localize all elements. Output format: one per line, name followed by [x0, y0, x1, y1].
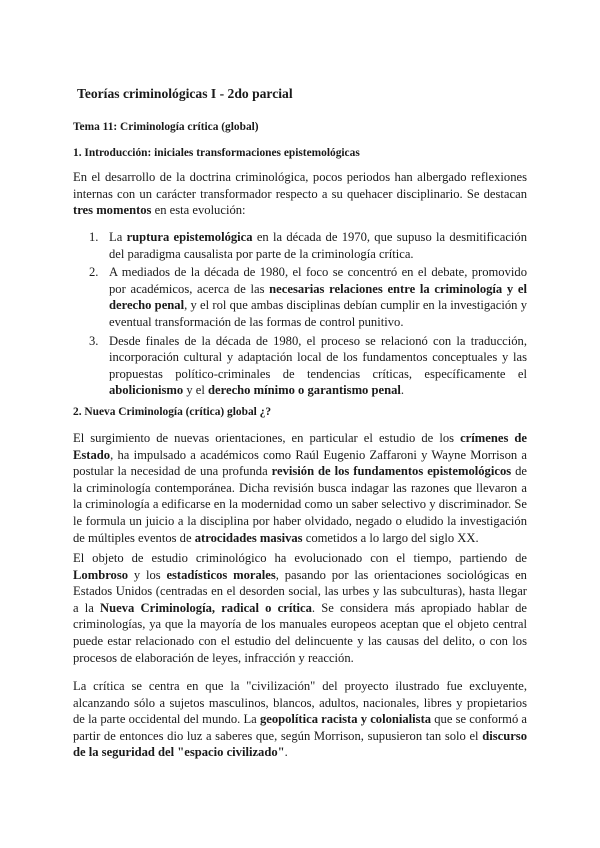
- text-run: en la década de 1970, que supuso la desmitificación del paradigma causalista por parte de la criminología crítica.: [109, 230, 528, 261]
- text-run: La: [109, 230, 127, 244]
- bold-run: Nueva Criminología, radical o crítica: [100, 600, 312, 615]
- paragraph: [73, 678, 527, 761]
- text-run: A mediados de la década de 1980, el foco se concentró en el debate, promovido por académicos, acerca de las: [109, 265, 527, 296]
- text-run: La crítica se centra en que la "civilización" del proyecto ilustrado fue excluyente, alcanzando sólo a sujetos masculinos, blancos, adultos, nacionales, libres y propietarios de la parte occidental del mundo. La: [73, 679, 527, 727]
- paragraph: [73, 550, 527, 666]
- bold-run: estadísticos morales: [166, 567, 276, 582]
- text-run: , y el rol que ambas disciplinas debían cumplir en la investigación y eventual transformación de las formas de control punitivo.: [109, 298, 527, 329]
- text-run: .: [400, 383, 405, 398]
- bold-run: necesarias relaciones entre la criminología y el derecho penal: [109, 281, 527, 313]
- bold-run: ruptura epistemológica: [126, 230, 253, 244]
- text-run: .: [284, 745, 288, 760]
- bold-run: revisión de los fundamentos epistemológicos: [271, 464, 512, 479]
- text-run: de la criminología contemporánea. Dicha revisión busca indagar las razones que llevaron a la criminología a edificarse en la modernidad como un saber selectivo y discriminador. Se le formula un juicio a la disciplina por haber olvidado, negado o eludido la investigación de múltiples eventos de: [73, 464, 527, 545]
- text-run: cometidos a lo largo del siglo XX.: [302, 530, 479, 545]
- document-title: Teorías criminológicas I - 2do parcial: [77, 86, 293, 101]
- bold-run: geopolítica racista y colonialista: [259, 712, 432, 727]
- text-run: y los: [128, 567, 167, 582]
- bold-run: abolicionismo: [109, 383, 184, 398]
- bold-run: tres momentos: [73, 203, 152, 218]
- intro-paragraph: [73, 169, 527, 219]
- numbered-list: [73, 229, 527, 401]
- text-run: En el desarrollo de la doctrina criminológica, pocos periodos han albergado reflexiones internas con un carácter transformador respecto a su quehacer disciplinario. Se destacan: [73, 170, 527, 201]
- topic-heading: Tema 11: Criminología crítica (global): [73, 121, 259, 133]
- text-run: Desde finales de la década de 1980, el proceso se relacionó con la traducción, incorporación cultural y adaptación local de los fundamentos conceptuales y las propuestas político-criminales de tendencias críticas, específicamente el: [109, 333, 527, 381]
- text-run: El objeto de estudio criminológico ha evolucionado con el tiempo, partiendo de: [73, 551, 527, 565]
- list-item: [73, 333, 527, 399]
- bold-run: Lombroso: [73, 567, 129, 582]
- bold-run: atrocidades masivas: [194, 530, 303, 545]
- text-run: , ha impulsado a académicos como Raúl Eugenio Zaffaroni y Wayne Morrison a postular la necesidad de una profunda: [73, 447, 527, 479]
- text-run: y el: [183, 383, 209, 398]
- text-run: en esta evolución:: [151, 203, 246, 218]
- bold-run: derecho mínimo o garantismo penal: [208, 383, 401, 398]
- list-item: [73, 264, 527, 330]
- bold-run: discurso de la seguridad del "espacio civilizado": [73, 728, 527, 760]
- text-run: que se conformó a partir de entonces dio luz a saberes que, según Morrison, supusieron tan solo el: [73, 712, 528, 743]
- paragraph: [73, 430, 527, 546]
- list-number: 2.: [89, 265, 99, 280]
- text-run: El surgimiento de nuevas orientaciones, en particular el estudio de los: [73, 431, 461, 445]
- bold-run: crímenes de Estado: [73, 431, 527, 462]
- list-item: [73, 229, 527, 262]
- list-number: 1.: [89, 230, 99, 244]
- list-number: 3.: [89, 333, 99, 348]
- text-run: . Se considera más apropiado hablar de criminologías, ya que la mayoría de los manuales europeos aceptan que el objeto central puede estar relacionado con el estudio del delincuente y las causas del delito, o con los procesos de elaboración de leyes, infracción y reacción.: [73, 600, 527, 665]
- section-2-heading: 2. Nueva Criminología (crítica) global ¿?: [73, 406, 272, 418]
- section-1-heading: 1. Introducción: iniciales transformaciones epistemológicas: [73, 147, 360, 159]
- text-run: , pasando por las orientaciones sociológicas en Estados Unidos (centradas en el desorden social, las urbes y las subculturas), hasta llegar a la: [73, 567, 527, 615]
